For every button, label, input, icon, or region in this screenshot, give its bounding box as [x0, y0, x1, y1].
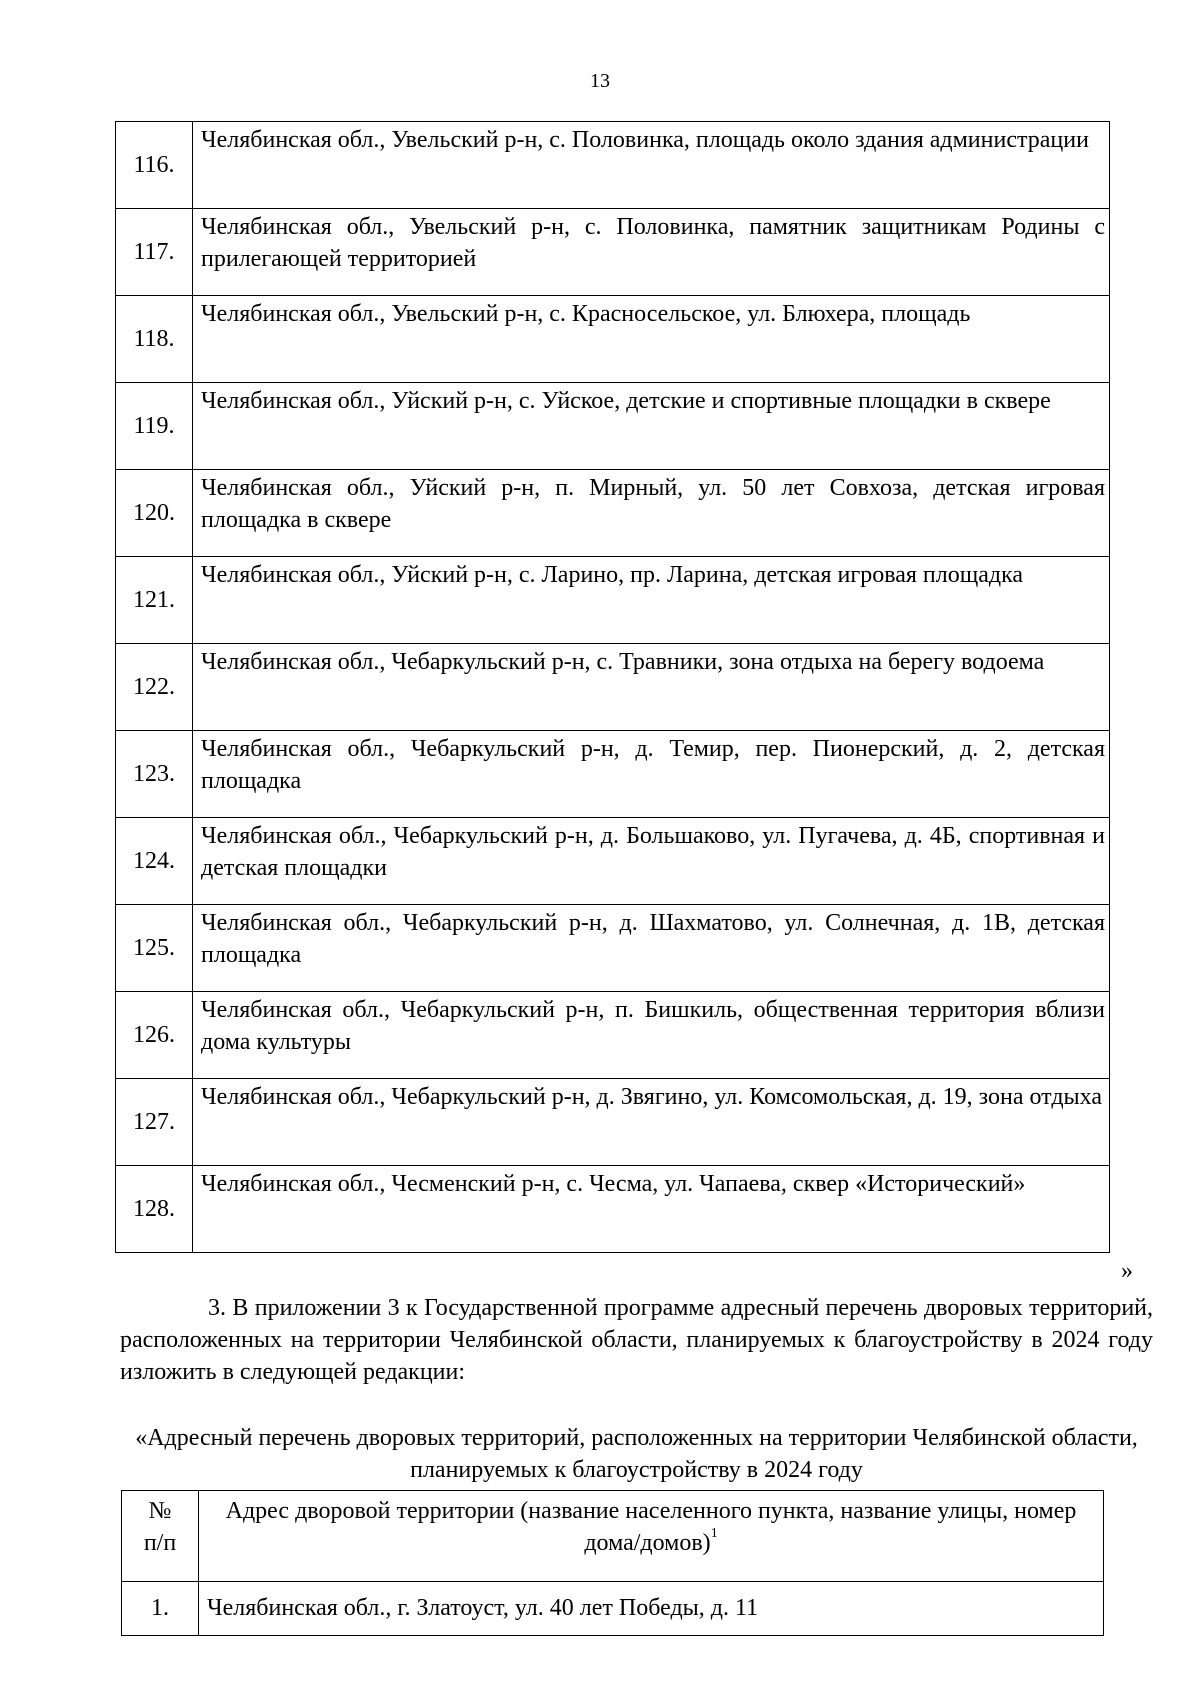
row-address: Челябинская обл., Уйский р-н, с. Ларино, пр. Ларина, детская игровая площадка	[193, 557, 1110, 644]
row-number: 128.	[116, 1166, 193, 1253]
row-number: 118.	[116, 296, 193, 383]
table-row	[116, 992, 1110, 1079]
row-address: Челябинская обл., Уйский р-н, с. Уйское, детские и спортивные площадки в сквере	[193, 383, 1110, 470]
row-number: 126.	[116, 992, 193, 1079]
row-number: 122.	[116, 644, 193, 731]
table-row	[116, 644, 1110, 731]
table-row	[116, 383, 1110, 470]
table-row	[116, 470, 1110, 557]
table-row	[116, 731, 1110, 818]
row-address: Челябинская обл., Увельский р-н, с. Красносельское, ул. Блюхера, площадь	[193, 296, 1110, 383]
row-number: 119.	[116, 383, 193, 470]
closing-quote: »	[1121, 1258, 1133, 1284]
row-number: 124.	[116, 818, 193, 905]
header-num-abbrev: п/п	[143, 1530, 177, 1556]
column-header-address	[199, 1491, 1104, 1582]
row-address: Челябинская обл., Увельский р-н, с. Половинка, площадь около здания администрации	[193, 122, 1110, 209]
table-row	[116, 557, 1110, 644]
row-number: 127.	[116, 1079, 193, 1166]
table-row	[116, 296, 1110, 383]
footnote-marker: 1	[710, 1526, 718, 1541]
table-row	[116, 1166, 1110, 1253]
table-row	[116, 209, 1110, 296]
yard-territories-table	[121, 1490, 1104, 1636]
table-row	[116, 818, 1110, 905]
row-address: Челябинская обл., Чебаркульский р-н, д. Темир, пер. Пионерский, д. 2, детская площадка	[193, 731, 1110, 818]
page-number: 13	[590, 70, 610, 92]
row-address: Челябинская обл., Уйский р-н, п. Мирный, ул. 50 лет Совхоза, детская игровая площадка в сквере	[193, 470, 1110, 557]
row-address: Челябинская обл., Чебаркульский р-н, д. Звягино, ул. Комсомольская, д. 19, зона отдыха	[193, 1079, 1110, 1166]
row-number: 123.	[116, 731, 193, 818]
row-address: Челябинская обл., Чебаркульский р-н, п. Бишкиль, общественная территория вблизи дома культуры	[193, 992, 1110, 1079]
row-address: Челябинская обл., Чесменский р-н, с. Чесма, ул. Чапаева, сквер «Исторический»	[193, 1166, 1110, 1253]
table-row	[116, 1079, 1110, 1166]
row-number: 125.	[116, 905, 193, 992]
amendment-paragraph: 3. В приложении 3 к Государственной программе адресный перечень дворовых территорий, расположенных на территории Челябинской области, планируемых к благоустройству в 2024 году изложить в следующей редакции:	[120, 1295, 1153, 1385]
header-address-text: Адрес дворовой территории (название населенного пункта, название улицы, номер дома/домов)	[225, 1498, 1077, 1556]
row-number: 120.	[116, 470, 193, 557]
header-num-symbol: №	[148, 1498, 172, 1524]
row-address: Челябинская обл., Чебаркульский р-н, д. Шахматово, ул. Солнечная, д. 1В, детская площадка	[193, 905, 1110, 992]
row-address: Челябинская обл., Чебаркульский р-н, с. Травники, зона отдыха на берегу водоема	[193, 644, 1110, 731]
column-header-number	[122, 1491, 199, 1582]
row-address: Челябинская обл., г. Златоуст, ул. 40 лет Победы, д. 11	[199, 1582, 1104, 1636]
row-address: Челябинская обл., Чебаркульский р-н, д. Большаково, ул. Пугачева, д. 4Б, спортивная и детская площадки	[193, 818, 1110, 905]
row-number: 1.	[122, 1582, 199, 1636]
table-header-row	[122, 1491, 1104, 1582]
table-row	[116, 122, 1110, 209]
row-address: Челябинская обл., Увельский р-н, с. Половинка, памятник защитникам Родины с прилегающей территорией	[193, 209, 1110, 296]
row-number: 116.	[116, 122, 193, 209]
list-title: «Адресный перечень дворовых территорий, расположенных на территории Челябинской области, планируемых к благоустройству в 2024 году	[135, 1425, 1138, 1483]
table-row	[122, 1582, 1104, 1636]
row-number: 117.	[116, 209, 193, 296]
address-table	[115, 121, 1110, 1253]
row-number: 121.	[116, 557, 193, 644]
table-row	[116, 905, 1110, 992]
